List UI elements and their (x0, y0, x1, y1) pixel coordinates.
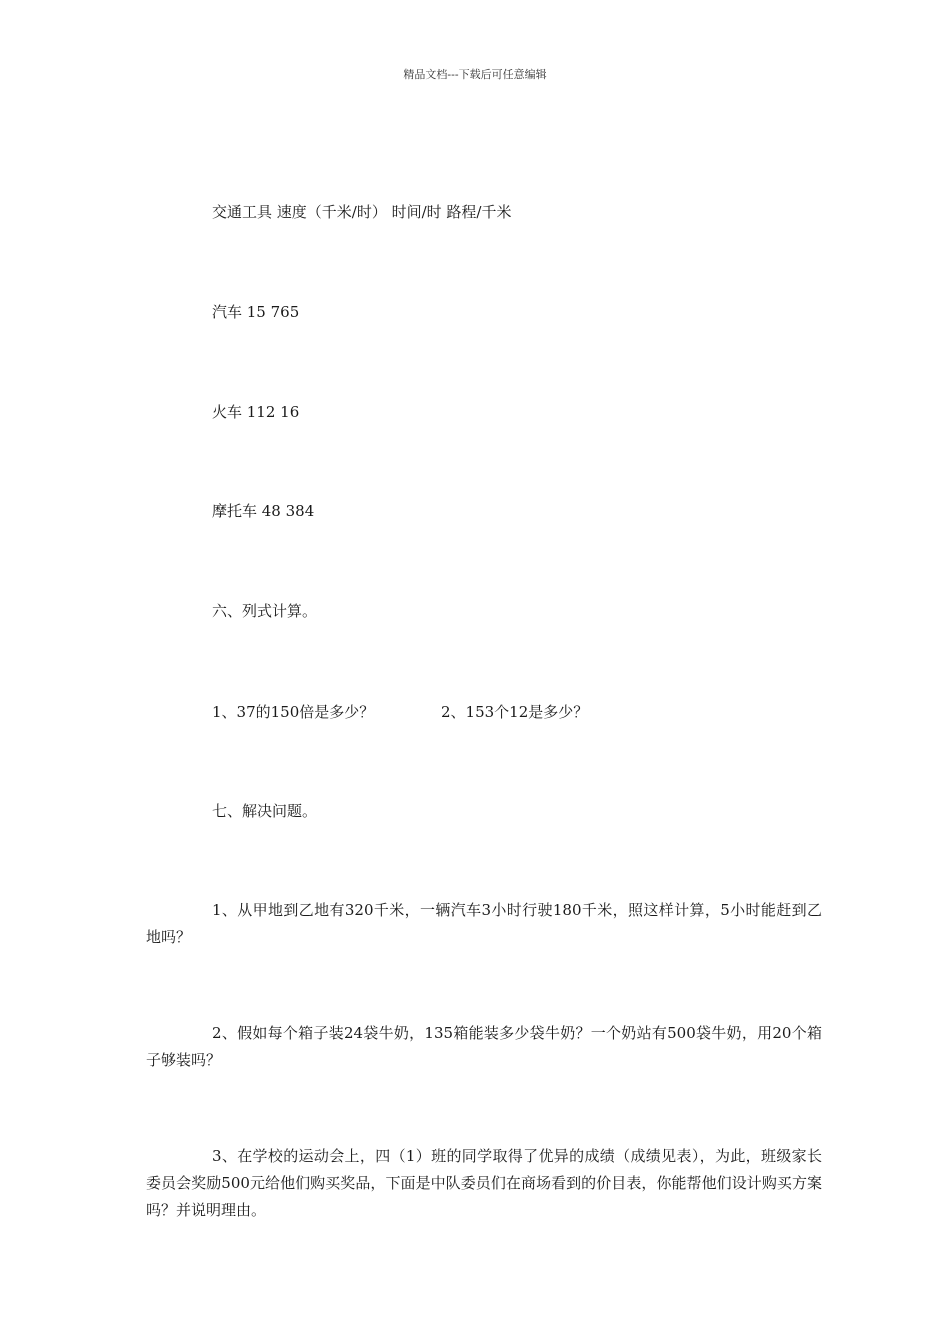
table-row-motorcycle: 摩托车 48 384 (212, 502, 315, 520)
problem-1: 1、从甲地到乙地有320千米，一辆汽车3小时行驶180千米，照这样计算，5小时能赶到乙地吗？ (146, 901, 822, 946)
page-header: 精品文档---下载后可任意编辑 (403, 68, 547, 81)
section-6-title: 六、列式计算。 (212, 602, 318, 620)
section-6-question-2: 2、153个12是多少？ (441, 703, 589, 721)
problem-3: 3、在学校的运动会上，四（1）班的同学取得了优异的成绩（成绩见表），为此，班级家长委员会奖励500元给他们购买奖品，下面是中队委员们在商场看到的价目表，你能帮他们设计购买方案吗？并说明理由。 (146, 1147, 822, 1219)
problem-2: 2、假如每个箱子装24袋牛奶，135箱能装多少袋牛奶？一个奶站有500袋牛奶，用20个箱子够装吗？ (146, 1024, 822, 1069)
table-header-row: 交通工具 速度（千米/时） 时间/时 路程/千米 (212, 203, 512, 221)
section-7-title: 七、解决问题。 (212, 802, 318, 820)
table-row-car: 汽车 15 765 (212, 303, 300, 321)
table-row-train: 火车 112 16 (212, 403, 300, 421)
section-6-question-1: 1、37的150倍是多少？ (212, 703, 375, 721)
